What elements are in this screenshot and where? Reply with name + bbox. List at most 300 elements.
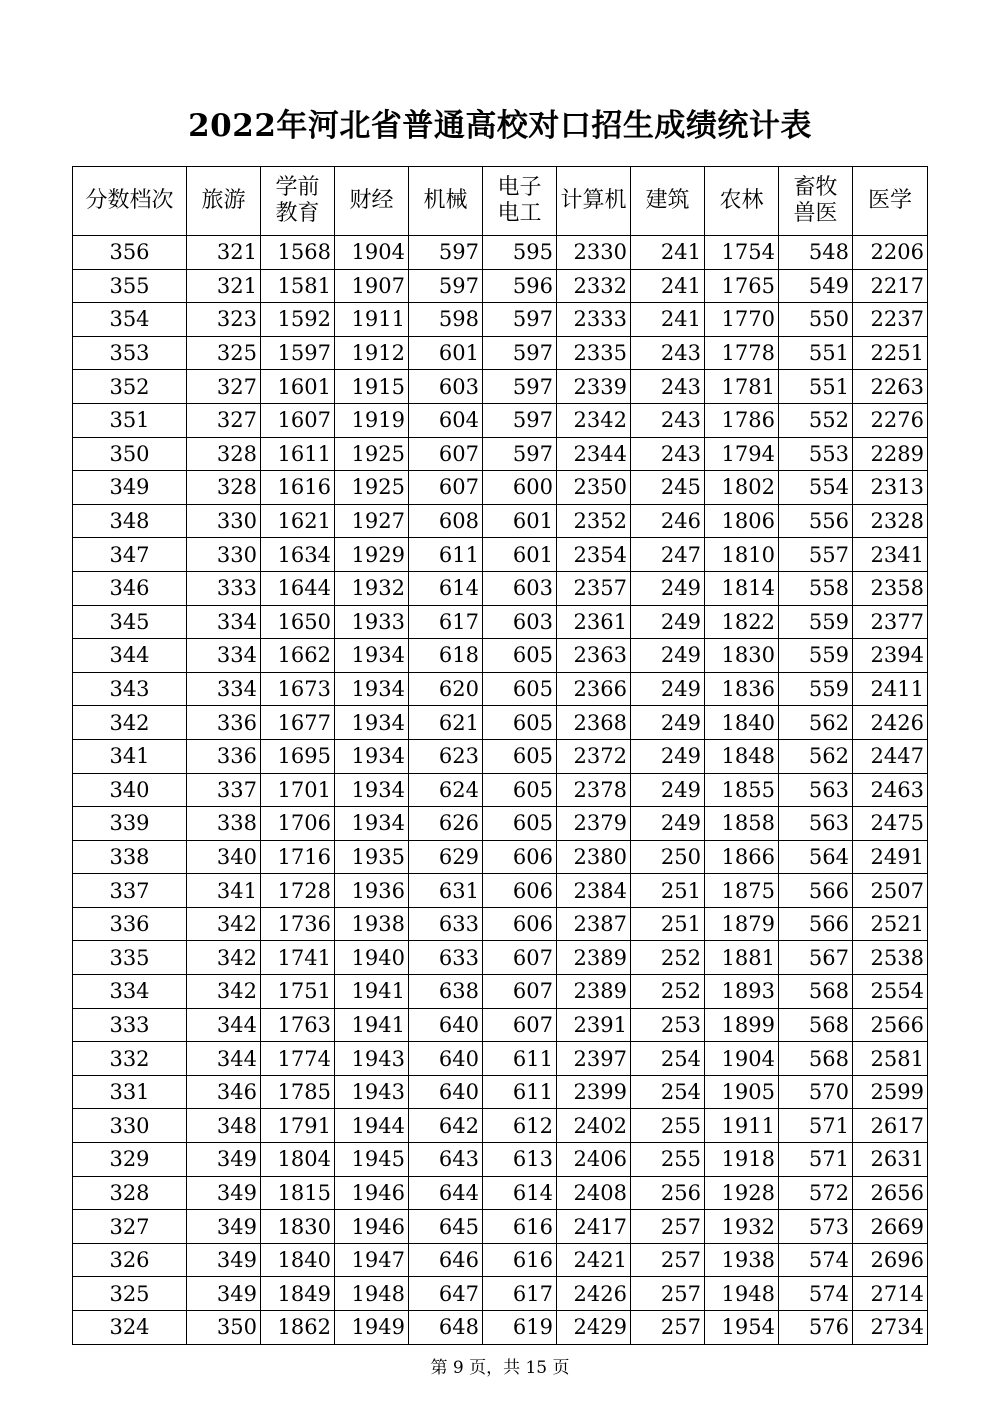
- count-cell: 633: [409, 941, 483, 975]
- count-cell: 562: [779, 706, 853, 740]
- score-cell: 335: [73, 941, 187, 975]
- count-cell: 1934: [335, 706, 409, 740]
- count-cell: 605: [483, 706, 557, 740]
- count-cell: 1815: [261, 1176, 335, 1210]
- count-cell: 1791: [261, 1109, 335, 1143]
- count-cell: 558: [779, 571, 853, 605]
- count-cell: 554: [779, 471, 853, 505]
- score-cell: 347: [73, 538, 187, 572]
- table-row: [73, 269, 928, 303]
- count-cell: 1677: [261, 706, 335, 740]
- count-cell: 253: [631, 1008, 705, 1042]
- count-cell: 2330: [557, 236, 631, 270]
- count-cell: 611: [483, 1075, 557, 1109]
- count-cell: 2521: [853, 907, 928, 941]
- count-cell: 342: [187, 975, 261, 1009]
- count-cell: 2631: [853, 1143, 928, 1177]
- count-cell: 348: [187, 1109, 261, 1143]
- count-cell: 342: [187, 941, 261, 975]
- count-cell: 1927: [335, 504, 409, 538]
- count-cell: 1592: [261, 303, 335, 337]
- count-cell: 257: [631, 1243, 705, 1277]
- count-cell: 616: [483, 1210, 557, 1244]
- count-cell: 1919: [335, 403, 409, 437]
- count-cell: 1938: [705, 1243, 779, 1277]
- table-row: [73, 807, 928, 841]
- count-cell: 624: [409, 773, 483, 807]
- score-cell: 351: [73, 403, 187, 437]
- count-cell: 2372: [557, 739, 631, 773]
- count-cell: 597: [483, 303, 557, 337]
- count-cell: 350: [187, 1311, 261, 1345]
- table-row: [73, 1143, 928, 1177]
- score-cell: 329: [73, 1143, 187, 1177]
- count-cell: 251: [631, 874, 705, 908]
- count-cell: 2696: [853, 1243, 928, 1277]
- count-cell: 342: [187, 907, 261, 941]
- count-cell: 595: [483, 236, 557, 270]
- table-row: [73, 874, 928, 908]
- count-cell: 1948: [335, 1277, 409, 1311]
- count-cell: 346: [187, 1075, 261, 1109]
- count-cell: 338: [187, 807, 261, 841]
- count-cell: 601: [483, 504, 557, 538]
- table-row: [73, 1075, 928, 1109]
- count-cell: 2358: [853, 571, 928, 605]
- count-cell: 2341: [853, 538, 928, 572]
- count-cell: 255: [631, 1143, 705, 1177]
- count-cell: 245: [631, 471, 705, 505]
- score-cell: 349: [73, 471, 187, 505]
- count-cell: 1949: [335, 1311, 409, 1345]
- count-cell: 633: [409, 907, 483, 941]
- count-cell: 1948: [705, 1277, 779, 1311]
- count-cell: 571: [779, 1143, 853, 1177]
- count-cell: 568: [779, 1008, 853, 1042]
- count-cell: 1597: [261, 336, 335, 370]
- count-cell: 1929: [335, 538, 409, 572]
- count-cell: 617: [483, 1277, 557, 1311]
- count-cell: 552: [779, 403, 853, 437]
- score-cell: 354: [73, 303, 187, 337]
- count-cell: 249: [631, 739, 705, 773]
- count-cell: 2206: [853, 236, 928, 270]
- count-cell: 1925: [335, 437, 409, 471]
- count-cell: 2368: [557, 706, 631, 740]
- count-cell: 2380: [557, 840, 631, 874]
- count-cell: 550: [779, 303, 853, 337]
- count-cell: 598: [409, 303, 483, 337]
- table-row: [73, 437, 928, 471]
- count-cell: 250: [631, 840, 705, 874]
- count-cell: 1918: [705, 1143, 779, 1177]
- count-cell: 1785: [261, 1075, 335, 1109]
- count-cell: 1736: [261, 907, 335, 941]
- count-cell: 1581: [261, 269, 335, 303]
- count-cell: 617: [409, 605, 483, 639]
- table-row: [73, 471, 928, 505]
- table-row: [73, 1042, 928, 1076]
- count-cell: 243: [631, 403, 705, 437]
- count-cell: 648: [409, 1311, 483, 1345]
- table-row: [73, 672, 928, 706]
- table-row: [73, 1176, 928, 1210]
- count-cell: 563: [779, 773, 853, 807]
- count-cell: 243: [631, 370, 705, 404]
- count-cell: 257: [631, 1277, 705, 1311]
- count-cell: 629: [409, 840, 483, 874]
- column-header: 电子 电工: [483, 167, 557, 236]
- count-cell: 1840: [261, 1243, 335, 1277]
- count-cell: 1899: [705, 1008, 779, 1042]
- count-cell: 2335: [557, 336, 631, 370]
- count-cell: 1706: [261, 807, 335, 841]
- count-cell: 1954: [705, 1311, 779, 1345]
- score-cell: 345: [73, 605, 187, 639]
- count-cell: 614: [409, 571, 483, 605]
- count-cell: 2350: [557, 471, 631, 505]
- table-row: [73, 1243, 928, 1277]
- count-cell: 1907: [335, 269, 409, 303]
- count-cell: 1701: [261, 773, 335, 807]
- table-row: [73, 504, 928, 538]
- count-cell: 1911: [705, 1109, 779, 1143]
- count-cell: 2408: [557, 1176, 631, 1210]
- count-cell: 1904: [335, 236, 409, 270]
- count-cell: 2599: [853, 1075, 928, 1109]
- count-cell: 611: [483, 1042, 557, 1076]
- page-title: 2022年河北省普通高校对口招生成绩统计表: [188, 108, 812, 144]
- count-cell: 2507: [853, 874, 928, 908]
- count-cell: 1804: [261, 1143, 335, 1177]
- count-cell: 606: [483, 840, 557, 874]
- count-cell: 2714: [853, 1277, 928, 1311]
- count-cell: 640: [409, 1008, 483, 1042]
- count-cell: 563: [779, 807, 853, 841]
- count-cell: 572: [779, 1176, 853, 1210]
- count-cell: 2313: [853, 471, 928, 505]
- count-cell: 334: [187, 672, 261, 706]
- count-cell: 620: [409, 672, 483, 706]
- count-cell: 549: [779, 269, 853, 303]
- count-cell: 1881: [705, 941, 779, 975]
- count-cell: 249: [631, 672, 705, 706]
- count-cell: 1945: [335, 1143, 409, 1177]
- count-cell: 597: [409, 269, 483, 303]
- count-cell: 2378: [557, 773, 631, 807]
- count-cell: 349: [187, 1143, 261, 1177]
- table-row: [73, 706, 928, 740]
- count-cell: 548: [779, 236, 853, 270]
- count-cell: 573: [779, 1210, 853, 1244]
- column-header: 计算机: [557, 167, 631, 236]
- count-cell: 2377: [853, 605, 928, 639]
- score-cell: 337: [73, 874, 187, 908]
- count-cell: 607: [409, 471, 483, 505]
- count-cell: 1786: [705, 403, 779, 437]
- count-cell: 249: [631, 773, 705, 807]
- count-cell: 1601: [261, 370, 335, 404]
- count-cell: 1934: [335, 639, 409, 673]
- count-cell: 642: [409, 1109, 483, 1143]
- count-cell: 645: [409, 1210, 483, 1244]
- count-cell: 1935: [335, 840, 409, 874]
- count-cell: 349: [187, 1277, 261, 1311]
- count-cell: 1947: [335, 1243, 409, 1277]
- count-cell: 559: [779, 605, 853, 639]
- count-cell: 640: [409, 1075, 483, 1109]
- count-cell: 1616: [261, 471, 335, 505]
- column-header: 农林: [705, 167, 779, 236]
- count-cell: 2354: [557, 538, 631, 572]
- column-header: 机械: [409, 167, 483, 236]
- count-cell: 597: [483, 403, 557, 437]
- score-cell: 334: [73, 975, 187, 1009]
- count-cell: 337: [187, 773, 261, 807]
- count-cell: 328: [187, 437, 261, 471]
- count-cell: 1912: [335, 336, 409, 370]
- score-cell: 346: [73, 571, 187, 605]
- count-cell: 2391: [557, 1008, 631, 1042]
- count-cell: 252: [631, 975, 705, 1009]
- count-cell: 251: [631, 907, 705, 941]
- count-cell: 1568: [261, 236, 335, 270]
- count-cell: 2344: [557, 437, 631, 471]
- table-row: [73, 739, 928, 773]
- count-cell: 1814: [705, 571, 779, 605]
- count-cell: 2384: [557, 874, 631, 908]
- count-cell: 243: [631, 336, 705, 370]
- count-cell: 551: [779, 370, 853, 404]
- count-cell: 1781: [705, 370, 779, 404]
- table-row: [73, 336, 928, 370]
- score-cell: 344: [73, 639, 187, 673]
- table-row: [73, 975, 928, 1009]
- score-cell: 339: [73, 807, 187, 841]
- count-cell: 1893: [705, 975, 779, 1009]
- count-cell: 597: [483, 370, 557, 404]
- count-cell: 564: [779, 840, 853, 874]
- score-cell: 356: [73, 236, 187, 270]
- count-cell: 1943: [335, 1042, 409, 1076]
- count-cell: 2389: [557, 941, 631, 975]
- count-cell: 1862: [261, 1311, 335, 1345]
- count-cell: 1822: [705, 605, 779, 639]
- count-cell: 616: [483, 1243, 557, 1277]
- count-cell: 327: [187, 403, 261, 437]
- count-cell: 607: [409, 437, 483, 471]
- count-cell: 1765: [705, 269, 779, 303]
- count-cell: 1662: [261, 639, 335, 673]
- count-cell: 2463: [853, 773, 928, 807]
- count-cell: 2426: [557, 1277, 631, 1311]
- score-cell: 341: [73, 739, 187, 773]
- count-cell: 249: [631, 706, 705, 740]
- table-row: [73, 1109, 928, 1143]
- count-cell: 1941: [335, 975, 409, 1009]
- count-cell: 2333: [557, 303, 631, 337]
- count-cell: 1810: [705, 538, 779, 572]
- count-cell: 1763: [261, 1008, 335, 1042]
- count-cell: 2417: [557, 1210, 631, 1244]
- score-cell: 324: [73, 1311, 187, 1345]
- count-cell: 2656: [853, 1176, 928, 1210]
- count-cell: 344: [187, 1008, 261, 1042]
- table-row: [73, 840, 928, 874]
- count-cell: 1925: [335, 471, 409, 505]
- count-cell: 643: [409, 1143, 483, 1177]
- table-row: [73, 1210, 928, 1244]
- count-cell: 243: [631, 437, 705, 471]
- count-cell: 1858: [705, 807, 779, 841]
- count-cell: 2328: [853, 504, 928, 538]
- score-cell: 342: [73, 706, 187, 740]
- count-cell: 571: [779, 1109, 853, 1143]
- score-cell: 338: [73, 840, 187, 874]
- count-cell: 1855: [705, 773, 779, 807]
- score-table: [72, 166, 928, 1345]
- table-row: [73, 538, 928, 572]
- count-cell: 647: [409, 1277, 483, 1311]
- count-cell: 1940: [335, 941, 409, 975]
- count-cell: 1741: [261, 941, 335, 975]
- count-cell: 611: [409, 538, 483, 572]
- count-cell: 605: [483, 807, 557, 841]
- column-header: 建筑: [631, 167, 705, 236]
- count-cell: 613: [483, 1143, 557, 1177]
- count-cell: 607: [483, 941, 557, 975]
- page-footer: 第 9 页，共 15 页: [430, 1358, 570, 1378]
- count-cell: 646: [409, 1243, 483, 1277]
- count-cell: 2429: [557, 1311, 631, 1345]
- count-cell: 605: [483, 672, 557, 706]
- count-cell: 568: [779, 975, 853, 1009]
- score-cell: 333: [73, 1008, 187, 1042]
- count-cell: 605: [483, 773, 557, 807]
- count-cell: 1866: [705, 840, 779, 874]
- table-row: [73, 1311, 928, 1345]
- count-cell: 1928: [705, 1176, 779, 1210]
- count-cell: 605: [483, 739, 557, 773]
- table-row: [73, 773, 928, 807]
- count-cell: 1849: [261, 1277, 335, 1311]
- count-cell: 605: [483, 639, 557, 673]
- table-row: [73, 639, 928, 673]
- count-cell: 603: [483, 605, 557, 639]
- count-cell: 1754: [705, 236, 779, 270]
- count-cell: 344: [187, 1042, 261, 1076]
- count-cell: 2263: [853, 370, 928, 404]
- count-cell: 336: [187, 706, 261, 740]
- count-cell: 2581: [853, 1042, 928, 1076]
- count-cell: 562: [779, 739, 853, 773]
- count-cell: 559: [779, 672, 853, 706]
- count-cell: 328: [187, 471, 261, 505]
- count-cell: 614: [483, 1176, 557, 1210]
- count-cell: 596: [483, 269, 557, 303]
- count-cell: 1904: [705, 1042, 779, 1076]
- count-cell: 570: [779, 1075, 853, 1109]
- count-cell: 1836: [705, 672, 779, 706]
- count-cell: 601: [483, 538, 557, 572]
- count-cell: 1932: [705, 1210, 779, 1244]
- table-row: [73, 907, 928, 941]
- count-cell: 566: [779, 907, 853, 941]
- count-cell: 1830: [261, 1210, 335, 1244]
- score-cell: 327: [73, 1210, 187, 1244]
- count-cell: 1806: [705, 504, 779, 538]
- count-cell: 1830: [705, 639, 779, 673]
- count-cell: 1607: [261, 403, 335, 437]
- count-cell: 1933: [335, 605, 409, 639]
- count-cell: 1621: [261, 504, 335, 538]
- table-row: [73, 370, 928, 404]
- count-cell: 607: [483, 1008, 557, 1042]
- score-cell: 343: [73, 672, 187, 706]
- count-cell: 2389: [557, 975, 631, 1009]
- count-cell: 2387: [557, 907, 631, 941]
- table-row: [73, 303, 928, 337]
- count-cell: 341: [187, 874, 261, 908]
- count-cell: 1934: [335, 739, 409, 773]
- score-cell: 328: [73, 1176, 187, 1210]
- count-cell: 241: [631, 269, 705, 303]
- count-cell: 254: [631, 1042, 705, 1076]
- count-cell: 553: [779, 437, 853, 471]
- table-row: [73, 571, 928, 605]
- count-cell: 2447: [853, 739, 928, 773]
- count-cell: 1695: [261, 739, 335, 773]
- count-cell: 1915: [335, 370, 409, 404]
- count-cell: 257: [631, 1210, 705, 1244]
- count-cell: 2669: [853, 1210, 928, 1244]
- count-cell: 334: [187, 605, 261, 639]
- count-cell: 349: [187, 1210, 261, 1244]
- count-cell: 349: [187, 1243, 261, 1277]
- count-cell: 330: [187, 538, 261, 572]
- count-cell: 321: [187, 269, 261, 303]
- count-cell: 1840: [705, 706, 779, 740]
- count-cell: 1946: [335, 1176, 409, 1210]
- count-cell: 2357: [557, 571, 631, 605]
- count-cell: 2406: [557, 1143, 631, 1177]
- count-cell: 1938: [335, 907, 409, 941]
- count-cell: 567: [779, 941, 853, 975]
- count-cell: 2366: [557, 672, 631, 706]
- score-cell: 350: [73, 437, 187, 471]
- count-cell: 597: [409, 236, 483, 270]
- count-cell: 2421: [557, 1243, 631, 1277]
- count-cell: 2617: [853, 1109, 928, 1143]
- score-cell: 352: [73, 370, 187, 404]
- count-cell: 349: [187, 1176, 261, 1210]
- count-cell: 626: [409, 807, 483, 841]
- score-cell: 340: [73, 773, 187, 807]
- count-cell: 608: [409, 504, 483, 538]
- column-header: 旅游: [187, 167, 261, 236]
- count-cell: 1932: [335, 571, 409, 605]
- table-row: [73, 1008, 928, 1042]
- count-cell: 1802: [705, 471, 779, 505]
- count-cell: 1911: [335, 303, 409, 337]
- count-cell: 574: [779, 1243, 853, 1277]
- count-cell: 1728: [261, 874, 335, 908]
- count-cell: 2251: [853, 336, 928, 370]
- count-cell: 638: [409, 975, 483, 1009]
- count-cell: 254: [631, 1075, 705, 1109]
- count-cell: 340: [187, 840, 261, 874]
- count-cell: 612: [483, 1109, 557, 1143]
